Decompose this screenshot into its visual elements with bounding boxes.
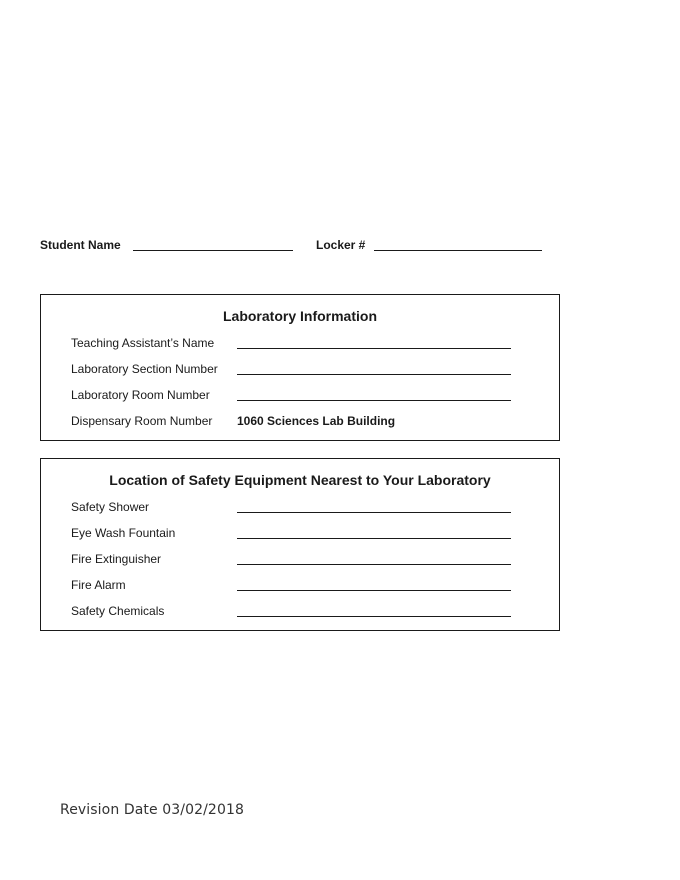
- lab-info-row: [71, 388, 511, 404]
- eye-wash-label: Eye Wash Fountain: [71, 526, 176, 540]
- eye-wash-field[interactable]: [237, 538, 511, 539]
- ta-name-label: Teaching Assistant’s Name: [71, 336, 215, 350]
- fire-extinguisher-label: Fire Extinguisher: [71, 552, 162, 566]
- room-number-field[interactable]: [237, 400, 511, 401]
- fire-alarm-field[interactable]: [237, 590, 511, 591]
- lab-info-title: Laboratory Information: [222, 308, 377, 324]
- student-name-field[interactable]: [133, 250, 293, 251]
- lab-info-row: [71, 414, 511, 430]
- lab-info-row: [71, 336, 511, 352]
- room-number-label: Laboratory Room Number: [71, 388, 210, 402]
- safety-row: [71, 526, 511, 542]
- fire-extinguisher-field[interactable]: [237, 564, 511, 565]
- student-name-label: Student Name: [40, 238, 121, 252]
- dispensary-room-label: Dispensary Room Number: [71, 414, 213, 428]
- locker-label: Locker #: [316, 238, 366, 252]
- safety-equipment-title: Location of Safety Equipment Nearest to Your Laboratory: [109, 472, 491, 488]
- safety-shower-label: Safety Shower: [71, 500, 150, 514]
- ta-name-field[interactable]: [237, 348, 511, 349]
- section-number-label: Laboratory Section Number: [71, 362, 218, 376]
- safety-chemicals-label: Safety Chemicals: [71, 604, 165, 618]
- safety-row: [71, 604, 511, 620]
- lab-info-row: [71, 362, 511, 378]
- section-number-field[interactable]: [237, 374, 511, 375]
- safety-row: [71, 578, 511, 594]
- safety-equipment-box: [40, 458, 560, 631]
- revision-date: Revision Date 03/02/2018: [60, 802, 244, 818]
- safety-row: [71, 552, 511, 568]
- lab-info-box: [40, 294, 560, 441]
- safety-row: [71, 500, 511, 516]
- safety-chemicals-field[interactable]: [237, 616, 511, 617]
- locker-field[interactable]: [374, 250, 542, 251]
- fire-alarm-label: Fire Alarm: [71, 578, 126, 592]
- dispensary-room-value: 1060 Sciences Lab Building: [237, 414, 396, 428]
- safety-shower-field[interactable]: [237, 512, 511, 513]
- student-header: [40, 238, 560, 254]
